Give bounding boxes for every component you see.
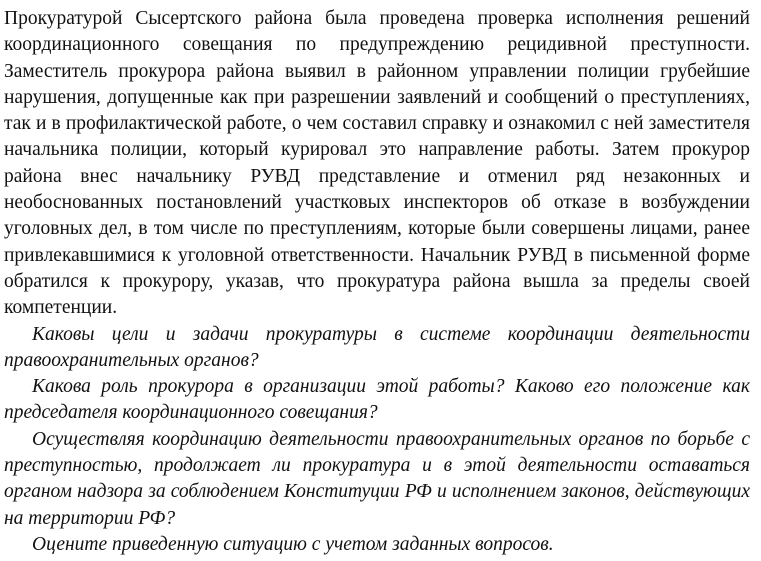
question-goals-and-tasks: Каковы цели и задачи прокуратуры в системе координации деятельности правоохранительных органов?	[4, 323, 750, 371]
question-supervisory-body: Осуществляя координацию деятельности правоохранительных органов по борьбе с преступностью, продолжает ли прокуратура и в этой деятельности оставаться органом надзора за соблюдением Конституции РФ и исполнением законов, действующих на территории РФ?	[4, 428, 750, 529]
case-description-paragraph: Прокуратурой Сысертского района была проведена проверка исполнения решений координационного совещания по предупреждению рецидивной преступности. Заместитель прокурора района выявил в районном управлении полиции грубейшие нарушения, допущенные как при разрешении заявлений и сообщений о преступлениях, так и в профилактической работе, о чем составил справку и ознакомил с ней заместителя начальника полиции, который курировал это направление работы. Затем прокурор района внес начальнику РУВД представление и отменил ряд незаконных и необоснованных постановлений участковых инспекторов об отказе в возбуждении уголовных дел, в том числе по преступлениям, которые были совершены лицами, ранее привлекавшимися к уголовной ответственности. Начальник РУВД в письменной форме обратился к прокурору, указав, что прокуратура района вышла за пределы своей компетенции.	[4, 8, 750, 319]
question-prosecutor-role: Какова роль прокурора в организации этой работы? Каково его положение как председателя координационного совещания?	[4, 376, 750, 424]
document-page	[4, 6, 750, 558]
question-evaluate-situation: Оцените приведенную ситуацию с учетом заданных вопросов.	[32, 533, 554, 555]
